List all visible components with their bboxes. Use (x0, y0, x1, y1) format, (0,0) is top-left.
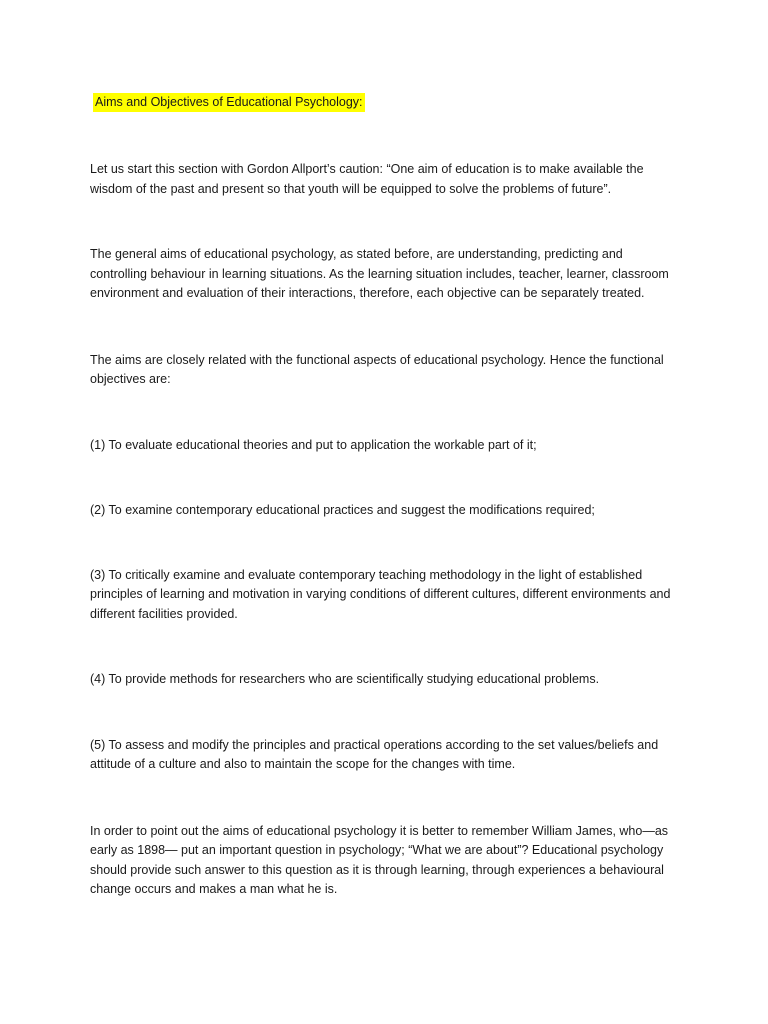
intro-paragraph: Let us start this section with Gordon Allport’s caution: “One aim of education is to make available the wisdom of the past and present so that youth will be equipped to solve the problems of future”. (90, 162, 644, 196)
objective-item-4: (4) To provide methods for researchers who are scientifically studying educational problems. (90, 672, 600, 686)
document-body (90, 93, 680, 900)
section-heading: Aims and Objectives of Educational Psychology: (93, 93, 365, 112)
objective-item-3: (3) To critically examine and evaluate contemporary teaching methodology in the light of established principles of learning and motivation in varying conditions of different cultures, different environments and different facilities provided. (90, 567, 671, 621)
objective-item-1: (1) To evaluate educational theories and put to application the workable part of it; (90, 437, 537, 452)
objective-item-2: (2) To examine contemporary educational practices and suggest the modifications required; (90, 503, 595, 517)
heading-wrapper (93, 93, 680, 113)
closing-paragraph: In order to point out the aims of educational psychology it is better to remember William James, who—as early as 1898— put an important question in psychology; “What we are about”? Educational psychology should provide such answer to this question as it is through learning, through experiences a behavioural change occurs and makes a man what he is. (90, 823, 669, 896)
general-aims-paragraph: The general aims of educational psychology, as stated before, are understanding, predicting and controlling behaviour in learning situations. As the learning situation includes, teacher, learner, classroom environment and evaluation of their interactions, therefore, each objective can be separately treated. (90, 247, 669, 300)
functional-aims-paragraph: The aims are closely related with the functional aspects of educational psychology. Hence the functional objectives are: (90, 352, 664, 386)
objective-item-5: (5) To assess and modify the principles and practical operations according to the set values/beliefs and attitude of a culture and also to maintain the scope for the changes with time. (90, 737, 659, 771)
